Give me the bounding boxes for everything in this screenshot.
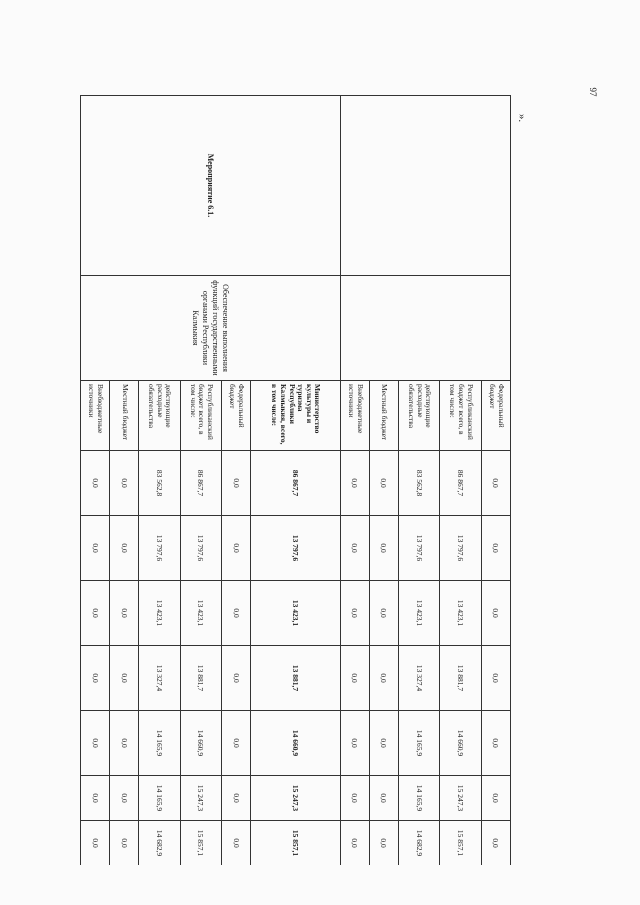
value-cell: 0,0	[222, 516, 251, 581]
table-row	[251, 96, 341, 866]
value-cell: 0,0	[110, 516, 139, 581]
value-cell: 0,0	[110, 776, 139, 821]
value-cell: 13 423,1	[440, 581, 481, 646]
value-cell: 15 857,1	[440, 821, 481, 866]
value-cell: 86 867,7	[180, 451, 221, 516]
closing-quote-mark: ».	[516, 113, 528, 123]
value-cell: 0,0	[369, 711, 398, 776]
value-cell: 0,0	[481, 581, 510, 646]
value-cell: 0,0	[369, 581, 398, 646]
value-cell: 0,0	[369, 776, 398, 821]
value-cell: 0,0	[110, 821, 139, 866]
value-cell: 0,0	[340, 451, 369, 516]
table-row	[481, 96, 510, 866]
value-cell: 0,0	[81, 516, 110, 581]
value-cell: 14 165,9	[139, 711, 180, 776]
value-cell: 15 247,3	[440, 776, 481, 821]
value-cell: 0,0	[222, 451, 251, 516]
source-label: Федеральный бюджет	[222, 381, 251, 451]
value-cell: 0,0	[481, 821, 510, 866]
previous-item-description-cell	[340, 276, 510, 381]
value-cell: 14 165,9	[139, 776, 180, 821]
value-cell: 0,0	[340, 646, 369, 711]
value-cell: 83 562,8	[139, 451, 180, 516]
previous-item-name-cell	[340, 96, 510, 276]
value-cell: 13 797,6	[139, 516, 180, 581]
value-cell: 0,0	[222, 711, 251, 776]
value-cell: 14 660,9	[180, 711, 221, 776]
value-cell: 0,0	[222, 646, 251, 711]
value-cell: 0,0	[222, 821, 251, 866]
value-cell: 13 423,1	[399, 581, 440, 646]
value-cell: 15 857,1	[251, 821, 341, 866]
value-cell: 0,0	[481, 711, 510, 776]
value-cell: 13 423,1	[180, 581, 221, 646]
value-cell: 14 682,9	[139, 821, 180, 866]
value-cell: 0,0	[110, 581, 139, 646]
value-cell: 0,0	[81, 451, 110, 516]
value-cell: 13 797,6	[399, 516, 440, 581]
value-cell: 0,0	[340, 776, 369, 821]
value-cell: 15 247,3	[180, 776, 221, 821]
budget-table	[80, 95, 511, 865]
value-cell: 0,0	[340, 516, 369, 581]
value-cell: 13 327,4	[399, 646, 440, 711]
source-label: Местный бюджет	[369, 381, 398, 451]
source-label: действующие расходные обязательства	[139, 381, 180, 451]
value-cell: 13 327,4	[139, 646, 180, 711]
value-cell: 86 867,7	[440, 451, 481, 516]
value-cell: 13 423,1	[139, 581, 180, 646]
value-cell: 0,0	[222, 776, 251, 821]
value-cell: 86 867,7	[251, 451, 341, 516]
value-cell: 13 881,7	[180, 646, 221, 711]
value-cell: 0,0	[110, 711, 139, 776]
value-cell: 13 797,6	[251, 516, 341, 581]
value-cell: 13 797,6	[180, 516, 221, 581]
value-cell: 14 165,9	[399, 711, 440, 776]
value-cell: 0,0	[369, 821, 398, 866]
value-cell: 14 660,9	[440, 711, 481, 776]
value-cell: 14 660,9	[251, 711, 341, 776]
executor-label: Министерство культуры и туризма Республики Калмыкия, всего, в том числе:	[251, 381, 341, 451]
value-cell: 83 562,8	[399, 451, 440, 516]
budget-table-wrapper	[80, 95, 511, 865]
value-cell: 0,0	[81, 581, 110, 646]
value-cell: 0,0	[481, 646, 510, 711]
measure-description: Обеспечение выполнения функций государственными органами Республики Калмыкия	[81, 276, 341, 381]
value-cell: 13 423,1	[251, 581, 341, 646]
measure-name: Мероприятие 6.1.	[81, 96, 341, 276]
value-cell: 0,0	[481, 776, 510, 821]
value-cell: 15 857,1	[180, 821, 221, 866]
value-cell: 13 797,6	[440, 516, 481, 581]
source-label: действующие расходные обязательства	[399, 381, 440, 451]
page-number: 97	[588, 87, 598, 97]
source-label: Местный бюджет	[110, 381, 139, 451]
value-cell: 14 165,9	[399, 776, 440, 821]
source-label: Республиканский бюджет всего, в том числе:	[180, 381, 221, 451]
value-cell: 0,0	[340, 711, 369, 776]
value-cell: 0,0	[81, 776, 110, 821]
value-cell: 0,0	[481, 516, 510, 581]
source-label: Федеральный бюджет	[481, 381, 510, 451]
rotated-page-frame	[80, 95, 511, 865]
value-cell: 0,0	[110, 646, 139, 711]
value-cell: 15 247,3	[251, 776, 341, 821]
value-cell: 0,0	[340, 581, 369, 646]
value-cell: 0,0	[369, 646, 398, 711]
value-cell: 0,0	[369, 516, 398, 581]
value-cell: 0,0	[222, 581, 251, 646]
value-cell: 0,0	[340, 821, 369, 866]
source-label: Внебюджетные источники	[340, 381, 369, 451]
value-cell: 13 881,7	[440, 646, 481, 711]
value-cell: 0,0	[81, 821, 110, 866]
value-cell: 0,0	[81, 711, 110, 776]
value-cell: 0,0	[369, 451, 398, 516]
value-cell: 14 682,9	[399, 821, 440, 866]
value-cell: 0,0	[81, 646, 110, 711]
value-cell: 0,0	[110, 451, 139, 516]
source-label: Внебюджетные источники	[81, 381, 110, 451]
value-cell: 0,0	[481, 451, 510, 516]
value-cell: 13 881,7	[251, 646, 341, 711]
source-label: Республиканский бюджет всего, в том числе:	[440, 381, 481, 451]
